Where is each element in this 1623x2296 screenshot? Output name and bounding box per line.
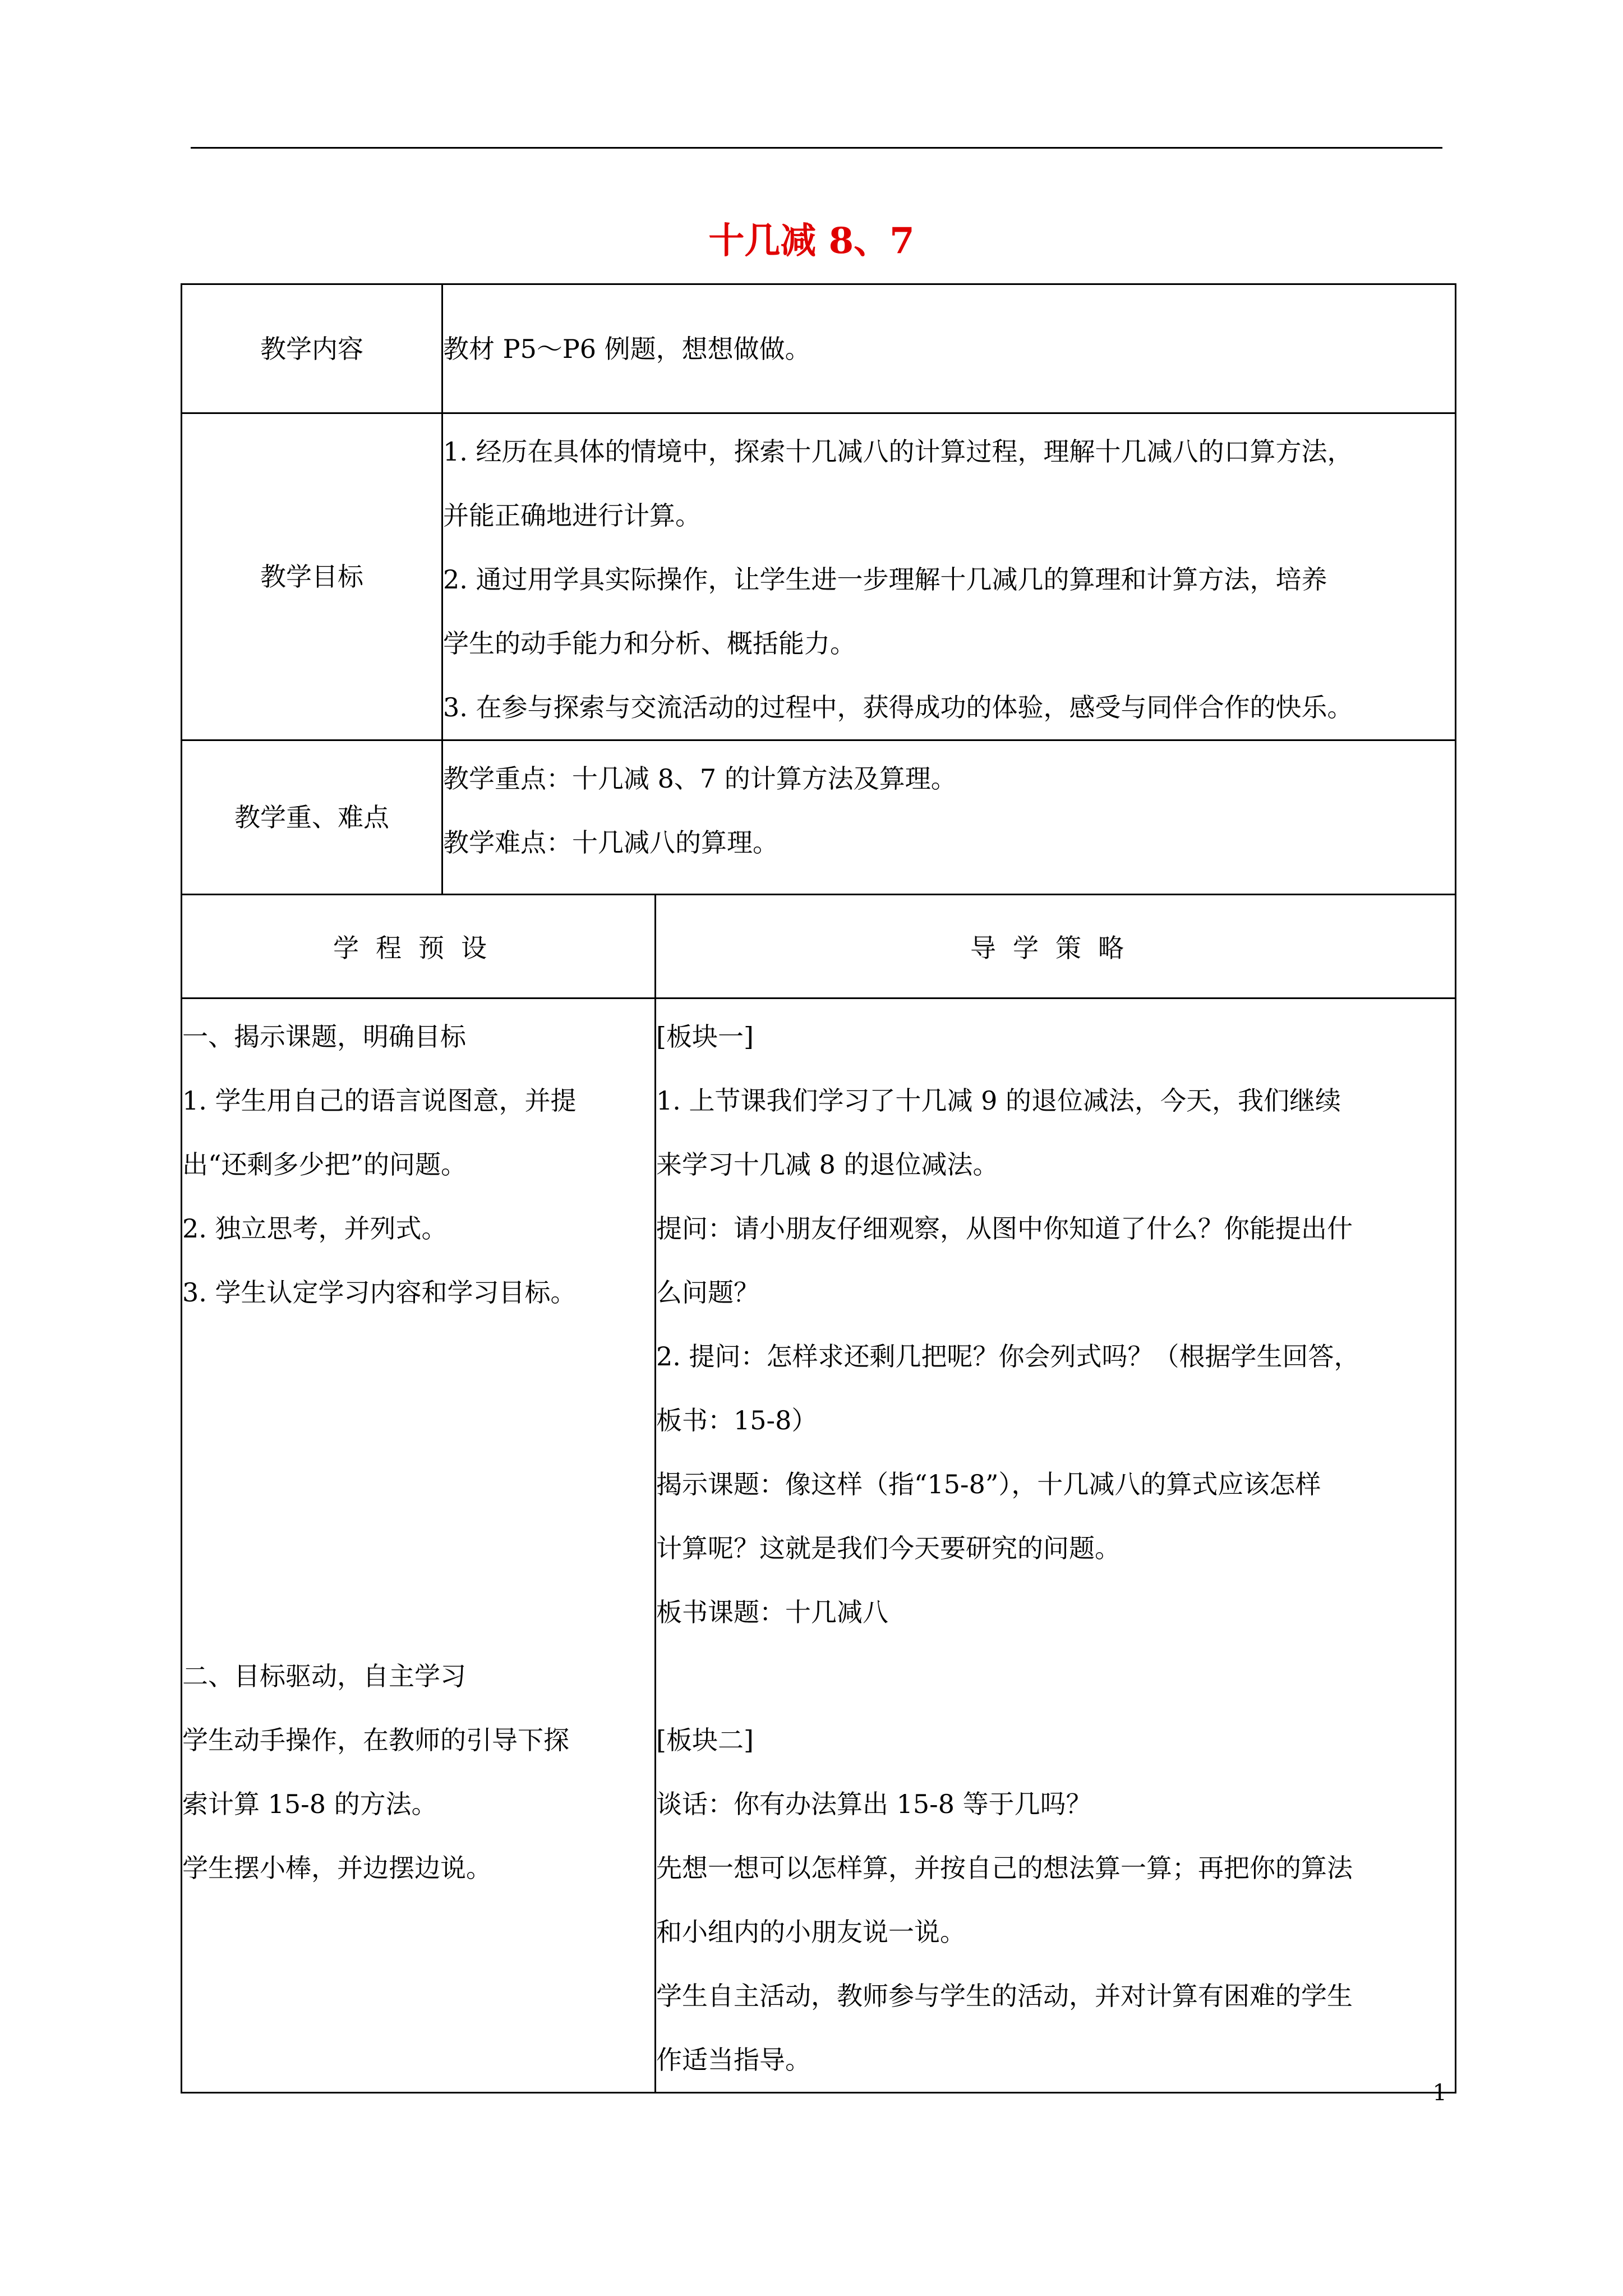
right-line: 1. 上节课我们学习了十几减 9 的退位减法，今天，我们继续: [656, 1085, 1341, 1116]
left-line: 学生摆小棒，并边摆边说。: [182, 1853, 492, 1883]
goal-line: 并能正确地进行计算。: [443, 500, 701, 531]
value-key-points-cell: [442, 740, 1456, 895]
goal-line: 2. 通过用学具实际操作，让学生进一步理解十几减几的算理和计算方法，培养: [443, 564, 1327, 595]
goal-line: 学生的动手能力和分析、概括能力。: [443, 628, 856, 659]
right-line: [板块二]: [656, 1725, 754, 1755]
right-line: 和小组内的小朋友说一说。: [656, 1917, 966, 1947]
left-line: 二、目标驱动，自主学习: [182, 1661, 466, 1691]
value-teaching-goals-cell: [442, 413, 1456, 740]
right-line: 先想一想可以怎样算，并按自己的想法算一算；再把你的算法: [656, 1853, 1353, 1883]
left-line: 一、揭示课题，明确目标: [182, 1022, 466, 1052]
page-number: 1: [1432, 2080, 1447, 2106]
header-rule: [191, 147, 1442, 149]
left-line: 学生动手操作，在教师的引导下探: [182, 1725, 569, 1755]
right-line: 谈话：你有办法算出 15-8 等于几吗？: [656, 1789, 1092, 1819]
label-teaching-goals: 教学目标: [182, 413, 442, 740]
lesson-plan-table: [181, 283, 1456, 2093]
goal-line: 3. 在参与探索与交流活动的过程中，获得成功的体验，感受与同伴合作的快乐。: [443, 692, 1353, 723]
right-line: [板块一]: [656, 1022, 754, 1052]
process-left-cell: [182, 999, 656, 2093]
row-teaching-goals: [182, 413, 1456, 740]
left-line: 3. 学生认定学习内容和学习目标。: [182, 1277, 577, 1308]
label-teaching-content: 教学内容: [182, 284, 442, 413]
header-guiding-strategy: 导学策略: [656, 895, 1456, 999]
right-line: 么问题？: [656, 1277, 759, 1308]
row-process-header: [182, 895, 1456, 999]
header-learning-process: 学程预设: [182, 895, 656, 999]
right-line: 作适当指导。: [656, 2045, 811, 2075]
right-line: 计算呢？这就是我们今天要研究的问题。: [656, 1533, 1121, 1563]
right-line: 学生自主活动，教师参与学生的活动，并对计算有困难的学生: [656, 1981, 1353, 2011]
process-right-cell: [656, 999, 1456, 2093]
right-line: 板书：15-8）: [656, 1405, 818, 1435]
right-line: 2. 提问：怎样求还剩几把呢？你会列式吗？（根据学生回答，: [656, 1341, 1360, 1372]
document-title: 十几减 8、7: [708, 220, 915, 262]
goal-line: 1. 经历在具体的情境中，探索十几减八的计算过程，理解十几减八的口算方法，: [443, 436, 1353, 467]
right-line: 板书课题：十几减八: [656, 1597, 888, 1627]
key-point-line: 教学难点：十几减八的算理。: [443, 827, 778, 858]
left-line: 索计算 15-8 的方法。: [182, 1789, 437, 1819]
left-line: 2. 独立思考，并列式。: [182, 1213, 448, 1244]
row-teaching-content: [182, 284, 1456, 413]
right-line: 揭示课题：像这样（指“15-8”），十几减八的算式应该怎样: [656, 1469, 1321, 1499]
right-line: 提问：请小朋友仔细观察，从图中你知道了什么？你能提出什: [656, 1213, 1353, 1244]
value-teaching-content-cell: [442, 284, 1456, 413]
label-key-points: 教学重、难点: [182, 740, 442, 895]
left-line: 出“还剩多少把”的问题。: [182, 1149, 467, 1180]
right-line: 来学习十几减 8 的退位减法。: [656, 1149, 999, 1180]
left-line: 1. 学生用自己的语言说图意，并提: [182, 1085, 577, 1116]
value-teaching-content: 教材 P5～P6 例题，想想做做。: [443, 333, 811, 364]
key-point-line: 教学重点：十几减 8、7 的计算方法及算理。: [443, 763, 957, 794]
row-key-points: [182, 740, 1456, 895]
row-process-body: [182, 999, 1456, 2093]
